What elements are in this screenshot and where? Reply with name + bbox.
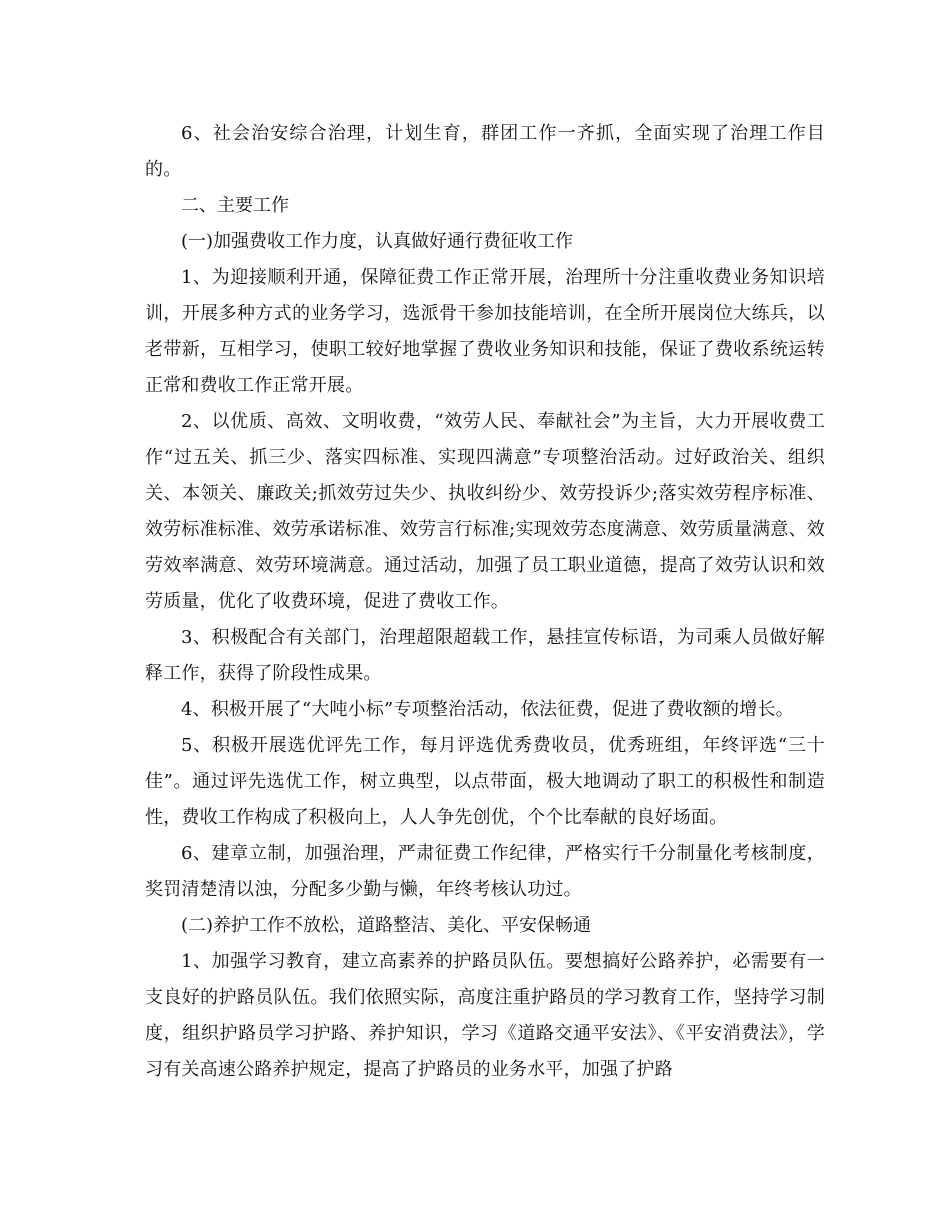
paragraph-fee-5: 5、积极开展选优评先工作，每月评选优秀费收员，优秀班组，年终评选“三十佳”。通过评先选优工作，树立典型，以点带面，极大地调动了职工的积极性和制造性，费收工作构成了积极向上，人人争先创优，个个比奉献的良好场面。 xyxy=(145,735,825,828)
paragraph-fee-6: 6、建章立制，加强治理，严肃征费工作纪律，严格实行千分制量化考核制度，奖罚清楚清以浊，分配多少勤与懒，年终考核认功过。 xyxy=(145,843,825,900)
paragraph-fee-3: 3、积极配合有关部门，治理超限超载工作，悬挂宣传标语，为司乘人员做好解释工作，获得了阶段性成果。 xyxy=(145,627,825,684)
paragraph-fee-2: 2、以优质、高效、文明收费，“效劳人民、奉献社会”为主旨，大力开展收费工作“过五关、抓三少、落实四标准、实现四满意”专项整治活动。过好政治关、组织关、本领关、廉政关;抓效劳过失少、执收纠纷少、效劳投诉少;落实效劳程序标准、效劳标准标准、效劳承诺标准、效劳言行标准;实现效劳态度满意、效劳质量满意、效劳效率满意、效劳环境满意。通过活动，加强了员工职业道德，提高了效劳认识和效劳质量，优化了收费环境，促进了费收工作。 xyxy=(145,411,825,612)
paragraph-maintenance-1: 1、加强学习教育，建立高素养的护路员队伍。要想搞好公路养护，必需要有一支良好的护路员队伍。我们依照实际，高度注重护路员的学习教育工作，坚持学习制度，组织护路员学习护路、养护知识，学习《道路交通平安法》、《平安消费法》，学习有关高速公路养护规定，提高了护路员的业务水平，加强了护路 xyxy=(145,951,825,1080)
paragraph-fee-1: 1、为迎接顺利开通，保障征费工作正常开展，治理所十分注重收费业务知识培训，开展多种方式的业务学习，选派骨干参加技能培训，在全所开展岗位大练兵，以老带新，互相学习，使职工较好地掌握了费收业务知识和技能，保证了费收系统运转正常和费收工作正常开展。 xyxy=(145,267,825,396)
document-body xyxy=(145,116,825,1088)
paragraph-item-6-governance: 6、社会治安综合治理，计划生育，群团工作一齐抓，全面实现了治理工作目的。 xyxy=(145,123,825,180)
subsection-heading-maintenance: (二)养护工作不放松，道路整洁、美化、平安保畅通 xyxy=(181,915,592,936)
subsection-heading-fee-collection: (一)加强费收工作力度，认真做好通行费征收工作 xyxy=(181,231,574,252)
paragraph-fee-4: 4、积极开展了“大吨小标”专项整治活动，依法征费，促进了费收额的增长。 xyxy=(181,699,794,720)
section-heading-main-work: 二、主要工作 xyxy=(181,195,289,216)
